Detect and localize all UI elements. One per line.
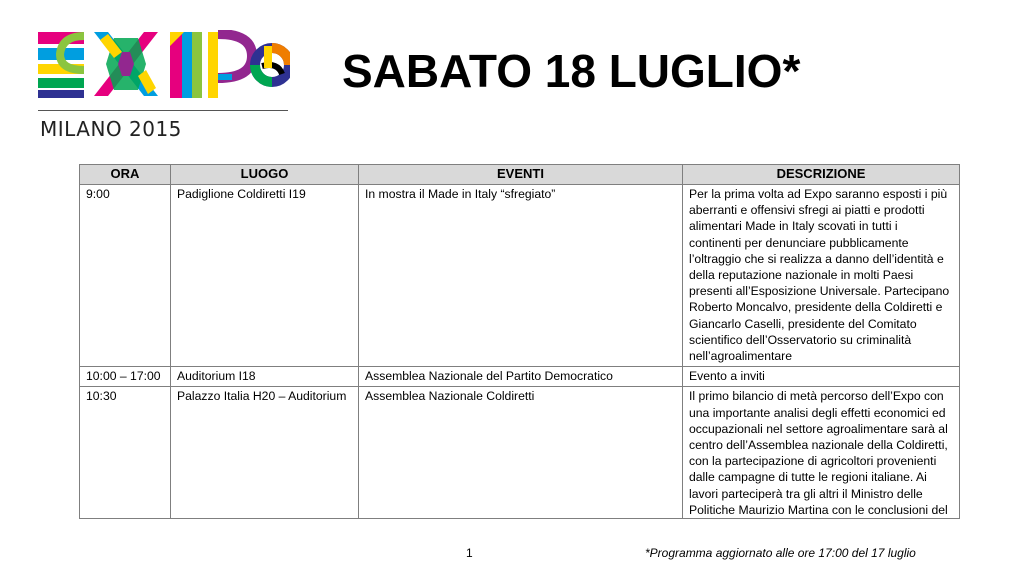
logo-divider bbox=[38, 110, 288, 111]
cell-descrizione: Per la prima volta ad Expo saranno esposti i più aberranti e offensivi sfregi ai piatti e prodotti alimentari Made in Italy scovati in tutti i continenti per denunciare pubblicamente l’oltraggio che si realizza a danno dell’identità e della reputazione nazionale in molti Paesi presenti all’Esposizione Universale. Partecipano Roberto Moncalvo, presidente della Coldiretti e Giancarlo Caselli, presidente del Comitato scientifico dell’Osservatorio su criminalità nell’agroalimentare bbox=[683, 185, 960, 367]
cell-descrizione-text: Il primo bilancio di metà percorso dell’Expo con una importante analisi degli effetti economici ed occupazionali nel settore agroalimentare sarà al centro dell’Assemblea nazionale della Coldiretti, con la partecipazione di agricoltori provenienti dalle campagne di tutte le regioni italiane. Ai lavori parteciperà tra gli altri il Ministro delle Politiche Maurizio Martina con le conclusioni del bbox=[689, 389, 948, 517]
cell-evento: Assemblea Nazionale del Partito Democratico bbox=[359, 367, 683, 387]
cell-luogo: Auditorium I18 bbox=[171, 367, 359, 387]
schedule-table bbox=[79, 164, 960, 519]
expo-logo bbox=[38, 30, 290, 142]
footnote: *Programma aggiornato alle ore 17:00 del 17 luglio bbox=[645, 546, 916, 560]
cell-luogo: Palazzo Italia H20 – Auditorium bbox=[171, 387, 359, 519]
column-header-ora: ORA bbox=[80, 165, 171, 185]
logo-letter-p bbox=[208, 32, 252, 98]
table-header-row bbox=[80, 165, 960, 185]
column-header-descrizione: DESCRIZIONE bbox=[683, 165, 960, 185]
cell-evento: Assemblea Nazionale Coldiretti bbox=[359, 387, 683, 519]
cell-ora: 10:00 – 17:00 bbox=[80, 367, 171, 387]
column-header-eventi: EVENTI bbox=[359, 165, 683, 185]
logo-subtitle: MILANO 2015 bbox=[40, 117, 182, 141]
table-row bbox=[80, 367, 960, 387]
logo-letter-x bbox=[94, 32, 158, 96]
logo-digit-1 bbox=[170, 32, 202, 98]
column-header-luogo: LUOGO bbox=[171, 165, 359, 185]
table-row bbox=[80, 387, 960, 519]
page-number: 1 bbox=[466, 546, 473, 560]
cell-luogo: Padiglione Coldiretti I19 bbox=[171, 185, 359, 367]
expo-logo-mark bbox=[38, 30, 290, 102]
logo-letter-e bbox=[38, 32, 84, 98]
table-row bbox=[80, 185, 960, 367]
logo-digit-5 bbox=[255, 46, 289, 82]
cell-ora: 9:00 bbox=[80, 185, 171, 367]
cell-evento: In mostra il Made in Italy “sfregiato” bbox=[359, 185, 683, 367]
cell-descrizione: Evento a inviti bbox=[683, 367, 960, 387]
cell-ora: 10:30 bbox=[80, 387, 171, 519]
cell-descrizione bbox=[683, 387, 960, 519]
page-title: SABATO 18 LUGLIO* bbox=[342, 45, 801, 97]
